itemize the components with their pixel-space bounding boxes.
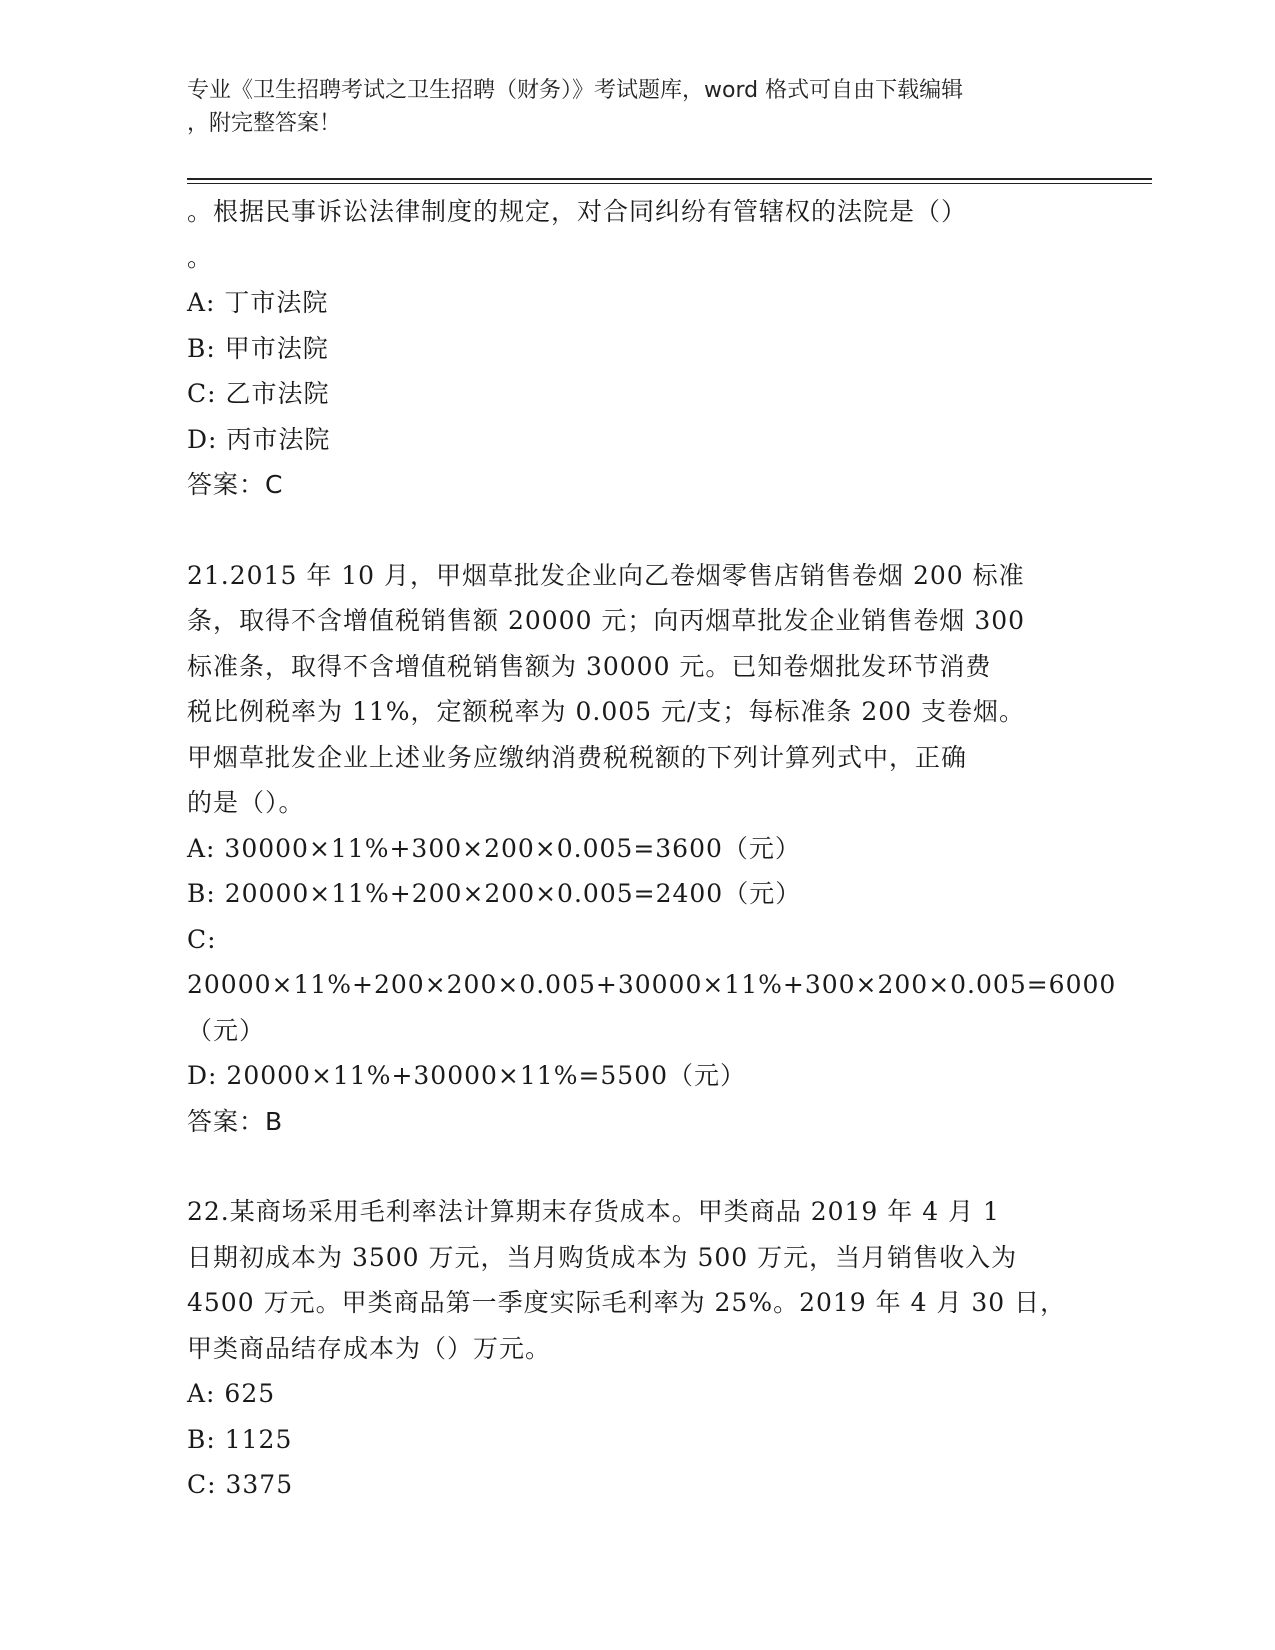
question-stem: 。根据民事诉讼法律制度的规定，对合同纠纷有管辖权的法院是（） — [187, 197, 968, 226]
option-c: C: 3375 — [187, 1470, 294, 1499]
option-c-continued: （元） — [187, 1015, 266, 1045]
option-b: B: 20000×11%+200×200×0.005=2400（元） — [187, 879, 802, 908]
option-a: A: 625 — [187, 1379, 276, 1408]
header-line-2: ，附完整答案！ — [187, 111, 342, 136]
question-stem: 22.某商场采用毛利率法计算期末存货成本。甲类商品 2019 年 4 月 1 — [187, 1197, 1000, 1226]
option-d: D: 丙市法院 — [187, 424, 331, 454]
spacer — [187, 1144, 1087, 1189]
question-stem: 税比例税率为 11%，定额税率为 0.005 元/支；每标准条 200 支卷烟。 — [187, 697, 1026, 726]
header-line-1: 专业《卫生招聘考试之卫生招聘（财务）》考试题库，word 格式可自由下载编辑 — [187, 78, 964, 103]
question-stem: 。 — [187, 242, 214, 272]
question-20 — [187, 189, 1087, 508]
document-body — [187, 189, 1117, 1508]
option-a: A: 30000×11%+300×200×0.005=3600（元） — [187, 833, 801, 863]
question-stem: 4500 万元。甲类商品第一季度实际毛利率为 25%。2019 年 4 月 30 日， — [187, 1288, 1067, 1317]
question-22 — [187, 1189, 1087, 1508]
option-c: C: 乙市法院 — [187, 379, 330, 408]
option-a: A: 丁市法院 — [187, 288, 329, 317]
question-stem: 条，取得不含增值税销售额 20000 元；向丙烟草批发企业销售卷烟 300 — [187, 606, 1026, 635]
question-stem: 的是（）。 — [187, 788, 305, 817]
question-stem: 21.2015 年 10 月，甲烟草批发企业向乙卷烟零售店销售卷烟 200 标准 — [187, 560, 1025, 590]
option-b: B: 甲市法院 — [187, 333, 329, 363]
answer: 答案：C — [187, 470, 284, 499]
option-d: D: 20000×11%+30000×11%=5500（元） — [187, 1061, 747, 1090]
spacer — [187, 508, 1087, 553]
question-stem: 甲类商品结存成本为（）万元。 — [187, 1333, 552, 1363]
header-rule-thin — [187, 183, 1152, 184]
question-21 — [187, 553, 1117, 1145]
question-stem: 日期初成本为 3500 万元，当月购货成本为 500 万元，当月销售收入为 — [187, 1242, 1018, 1272]
option-c: C: 20000×11%+200×200×0.005+30000×11%+300×200×0.005=6000 — [187, 924, 1117, 999]
document-header — [187, 74, 1087, 140]
question-stem: 甲烟草批发企业上述业务应缴纳消费税税额的下列计算列式中，正确 — [187, 742, 968, 772]
header-rule-thick — [187, 178, 1152, 180]
question-stem: 标准条，取得不含增值税销售额为 30000 元。已知卷烟批发环节消费 — [187, 651, 992, 681]
option-b: B: 1125 — [187, 1424, 293, 1454]
answer: 答案：B — [187, 1106, 284, 1136]
